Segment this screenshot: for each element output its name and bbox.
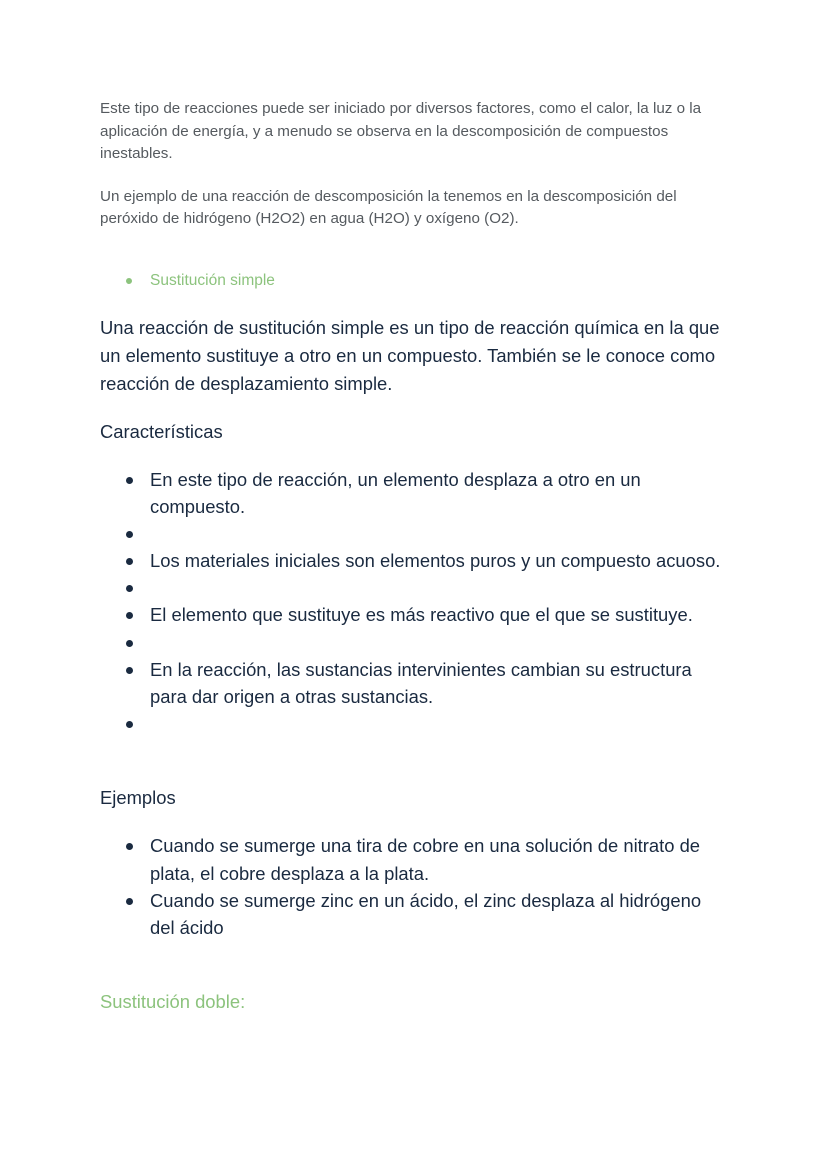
examples-list (100, 832, 728, 941)
feature-item-empty (100, 520, 728, 547)
intro-paragraph-1: Este tipo de reacciones puede ser iniciado por diversos factores, como el calor, la luz o la aplicación de energía, y a menudo se observa en la descomposición de compuestos inestables. (100, 100, 702, 162)
feature-item: En la reacción, las sustancias intervinientes cambian su estructura para dar origen a otras sustancias. (100, 656, 728, 710)
feature-item-empty (100, 710, 728, 737)
features-heading: Características (100, 420, 223, 442)
examples-heading: Ejemplos (100, 787, 176, 809)
feature-item-empty (100, 629, 728, 656)
feature-item: En este tipo de reacción, un elemento desplaza a otro en un compuesto. (100, 466, 728, 520)
intro-paragraph-2: Un ejemplo de una reacción de descomposición la tenemos en la descomposición del peróxido de hidrógeno (H2O2) en agua (H2O) y oxígeno (O2). (100, 187, 677, 227)
feature-item-empty (100, 574, 728, 601)
section-bullet-list (100, 271, 728, 291)
section-title-sustitucion-simple: Sustitución simple (100, 271, 728, 291)
feature-item: Los materiales iniciales son elementos puros y un compuesto acuoso. (100, 547, 728, 574)
double-substitution-heading: Sustitución doble: (100, 991, 246, 1013)
features-list (100, 466, 728, 738)
feature-item: El elemento que sustituye es más reactivo que el que se sustituye. (100, 601, 728, 628)
simple-description: Una reacción de sustitución simple es un tipo de reacción química en la que un elemento sustituye a otro en un compuesto. También se le conoce como reacción de desplazamiento simple. (100, 316, 720, 394)
example-item: Cuando se sumerge zinc en un ácido, el zinc desplaza al hidrógeno del ácido (100, 887, 728, 941)
example-item: Cuando se sumerge una tira de cobre en una solución de nitrato de plata, el cobre desplaza a la plata. (100, 832, 728, 886)
